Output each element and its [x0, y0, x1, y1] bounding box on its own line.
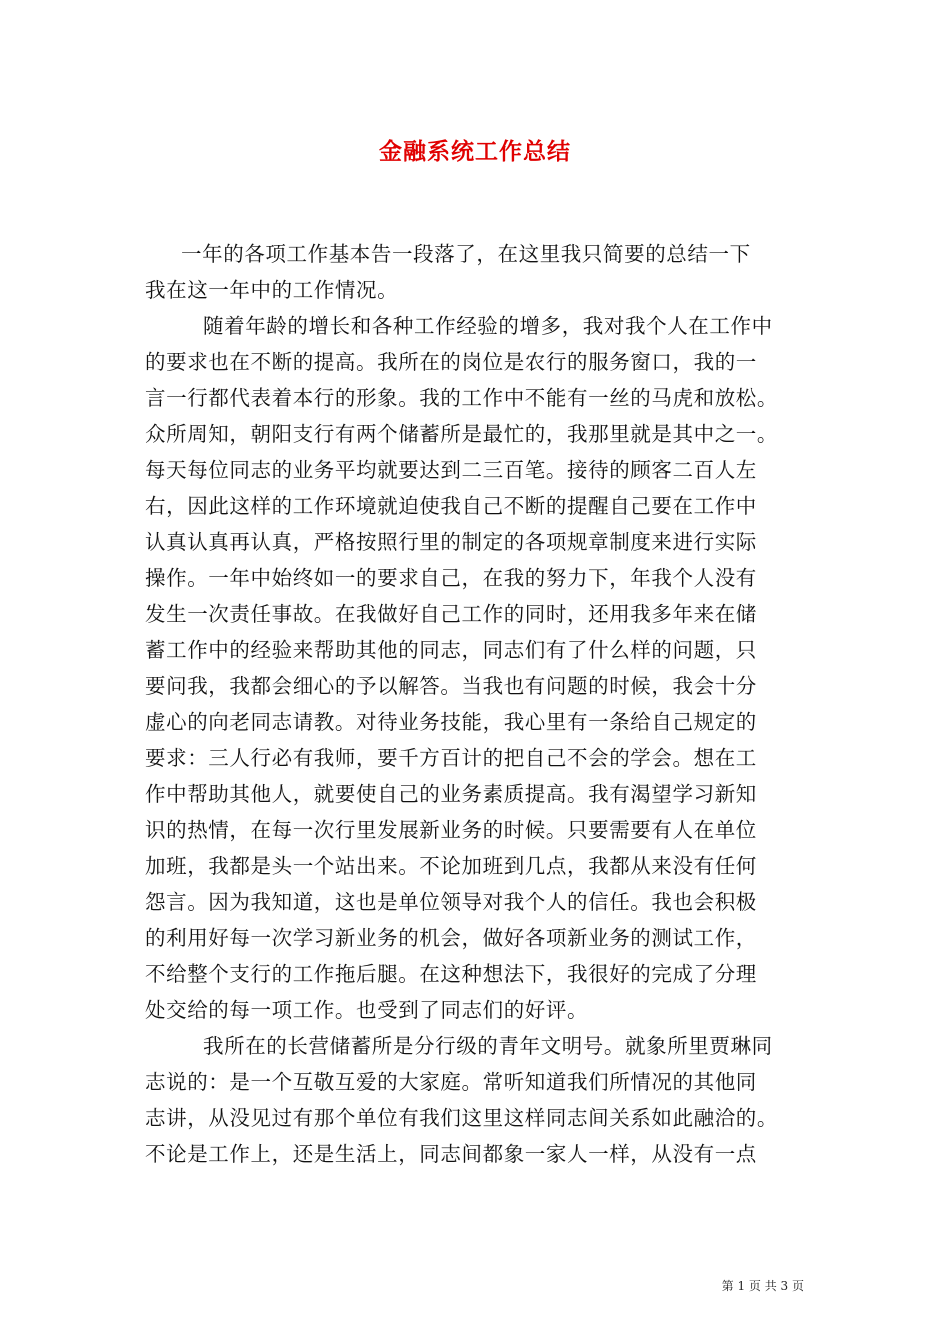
paragraph-line: 众所周知，朝阳支行有两个储蓄所是最忙的，我那里就是其中之一。 — [145, 422, 778, 446]
paragraph-line: 加班，我都是头一个站出来。不论加班到几点，我都从来没有任何 — [145, 854, 757, 878]
paragraph-line: 虚心的向老同志请教。对待业务技能，我心里有一条给自己规定的 — [145, 710, 757, 734]
paragraph-line: 不给整个支行的工作拖后腿。在这种想法下，我很好的完成了分理 — [145, 962, 757, 986]
paragraph-line: 的要求也在不断的提高。我所在的岗位是农行的服务窗口，我的一 — [145, 350, 757, 374]
paragraph-line: 认真认真再认真，严格按照行里的制定的各项规章制度来进行实际 — [145, 530, 757, 554]
paragraph-line: 志讲，从没见过有那个单位有我们这里这样同志间关系如此融洽的。 — [145, 1106, 778, 1130]
paragraph-line: 右，因此这样的工作环境就迫使我自己不断的提醒自己要在工作中 — [145, 494, 757, 518]
paragraph-line: 操作。一年中始终如一的要求自己，在我的努力下，年我个人没有 — [145, 566, 757, 590]
paragraph-line: 怨言。因为我知道，这也是单位领导对我个人的信任。我也会积极 — [145, 890, 757, 914]
paragraph-line: 蓄工作中的经验来帮助其他的同志，同志们有了什么样的问题，只 — [145, 638, 757, 662]
paragraph-line: 随着年龄的增长和各种工作经验的增多，我对我个人在工作中 — [203, 314, 773, 338]
paragraph-line: 处交给的每一项工作。也受到了同志们的好评。 — [145, 998, 589, 1022]
page-number — [722, 1277, 804, 1294]
paragraph-line: 作中帮助其他人，就要使自己的业务素质提高。我有渴望学习新知 — [145, 782, 757, 806]
page-number-label: 第 1 页 共 3 页 — [721, 1279, 804, 1293]
document-title: 金融系统工作总结 — [379, 138, 571, 165]
paragraph-line: 言一行都代表着本行的形象。我的工作中不能有一丝的马虎和放松。 — [145, 386, 778, 410]
paragraph-line: 志说的：是一个互敬互爱的大家庭。常听知道我们所情况的其他同 — [145, 1070, 757, 1094]
document-body — [145, 236, 815, 1172]
paragraph-line: 要问我，我都会细心的予以解答。当我也有问题的时候，我会十分 — [145, 674, 757, 698]
paragraph-line: 我在这一年中的工作情况。 — [145, 278, 399, 302]
paragraph-line: 我所在的长营储蓄所是分行级的青年文明号。就象所里贾琳同 — [203, 1034, 773, 1058]
paragraph-line: 每天每位同志的业务平均就要达到二三百笔。接待的顾客二百人左 — [145, 458, 757, 482]
paragraph-line: 要求：三人行必有我师，要千方百计的把自己不会的学会。想在工 — [145, 746, 757, 770]
paragraph-line: 的利用好每一次学习新业务的机会，做好各项新业务的测试工作， — [145, 926, 757, 950]
paragraph-line: 识的热情，在每一次行里发展新业务的时候。只要需要有人在单位 — [145, 818, 757, 842]
paragraph-line: 不论是工作上，还是生活上，同志间都象一家人一样，从没有一点 — [145, 1142, 757, 1166]
paragraph-line: 发生一次责任事故。在我做好自己工作的同时，还用我多年来在储 — [145, 602, 757, 626]
paragraph-line: 一年的各项工作基本告一段落了，在这里我只简要的总结一下 — [181, 242, 751, 266]
